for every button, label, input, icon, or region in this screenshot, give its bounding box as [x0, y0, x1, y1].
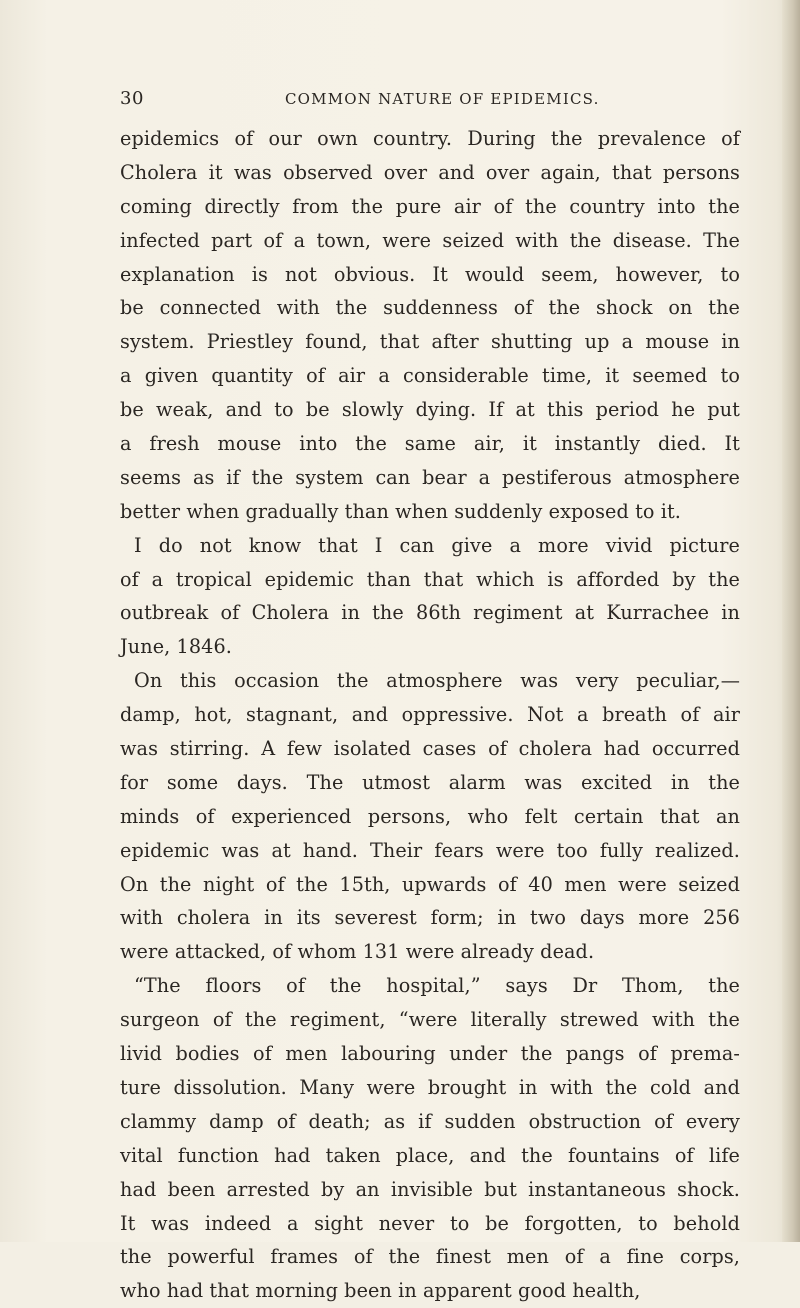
text-line: “The floors of the hospital,” says Dr Thom, the: [134, 974, 740, 998]
text-line: On the night of the 15th, upwards of 40 men were seized: [120, 872, 740, 896]
text-line: minds of experienced persons, who felt certain that an: [120, 804, 740, 828]
body-text: [120, 122, 740, 1308]
text-line: was stirring. A few isolated cases of cholera had occurred: [120, 737, 740, 761]
text-line: vital function had taken place, and the fountains of life: [120, 1143, 740, 1167]
text-line: infected part of a town, were seized with the disease. The: [120, 228, 740, 252]
text-line: I do not know that I can give a more vivid picture: [134, 533, 740, 557]
text-line: surgeon of the regiment, “were literally strewed with the: [120, 1008, 740, 1032]
text-line: epidemic was at hand. Their fears were too fully realized.: [120, 838, 740, 862]
text-line: were attacked, of whom 131 were already dead.: [120, 940, 595, 964]
text-line: June, 1846.: [120, 635, 232, 659]
text-line: outbreak of Cholera in the 86th regiment at Kurrachee in: [120, 601, 740, 625]
text-line: a given quantity of air a considerable time, it seemed to: [120, 364, 740, 388]
text-line: be connected with the suddenness of the shock on the: [120, 296, 740, 320]
page-edge-shadow: [782, 0, 800, 1242]
text-line: clammy damp of death; as if sudden obstruction of every: [120, 1109, 740, 1133]
text-line: for some days. The utmost alarm was excited in the: [120, 770, 740, 794]
text-line: a fresh mouse into the same air, it instantly died. It: [120, 432, 740, 456]
text-line: On this occasion the atmosphere was very peculiar,—: [134, 669, 740, 693]
text-line: the powerful frames of the finest men of a fine corps,: [120, 1245, 740, 1269]
text-line: better when gradually than when suddenly exposed to it.: [120, 499, 681, 523]
page-number: 30: [120, 88, 144, 109]
page-header: [120, 88, 740, 112]
text-line: who had that morning been in apparent good health,: [120, 1279, 641, 1303]
text-line: seems as if the system can bear a pestiferous atmosphere: [120, 465, 740, 489]
text-line: be weak, and to be slowly dying. If at this period he put: [120, 398, 740, 422]
text-line: coming directly from the pure air of the country into the: [120, 194, 740, 218]
text-line: had been arrested by an invisible but instantaneous shock.: [120, 1177, 740, 1201]
text-line: damp, hot, stagnant, and oppressive. Not a breath of air: [120, 703, 740, 727]
text-line: of a tropical epidemic than that which is afforded by the: [120, 567, 740, 591]
text-line: It was indeed a sight never to be forgotten, to behold: [120, 1211, 740, 1235]
text-line: with cholera in its severest form; in two days more 256: [120, 906, 740, 930]
running-head: COMMON NATURE OF EPIDEMICS.: [285, 90, 600, 108]
text-line: epidemics of our own country. During the prevalence of: [120, 127, 740, 150]
text-line: explanation is not obvious. It would seem, however, to: [120, 262, 740, 286]
text-line: Cholera it was observed over and over again, that persons: [120, 160, 740, 184]
text-line: ture dissolution. Many were brought in with the cold and: [120, 1075, 740, 1099]
text-line: livid bodies of men labouring under the pangs of prema-: [120, 1042, 740, 1066]
text-line: system. Priestley found, that after shutting up a mouse in: [120, 330, 740, 354]
